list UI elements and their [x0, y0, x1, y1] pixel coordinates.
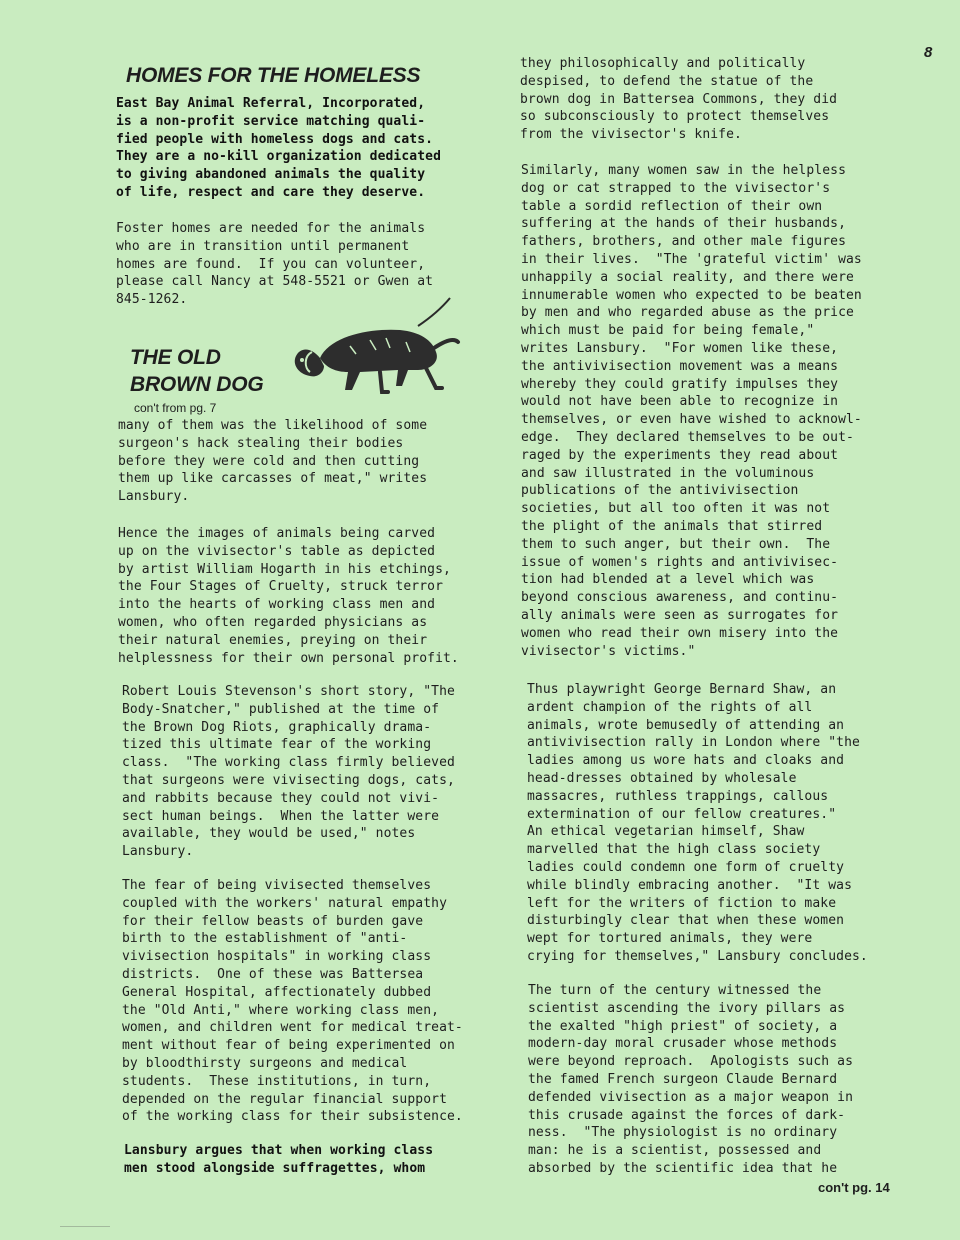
dog-illustration-icon: [290, 296, 465, 398]
article-paragraph: many of them was the likelihood of some surgeon's hack stealing their bodies before they were cold and then cutting them up like carcasses of meat," writes Lansbury.: [118, 418, 428, 505]
intro-paragraph: East Bay Animal Referral, Incorporated, is a non-profit service matching quali- fied people with homeless dogs and cats. They are a no-kill organization dedicated to giving abandoned animals the quality of life, respect and care they deserve.: [116, 96, 441, 200]
page-number: 8: [924, 44, 933, 61]
article-paragraph: Lansbury argues that when working class men stood alongside suffragettes, whom: [124, 1143, 434, 1176]
continued-to-label: con't pg. 14: [818, 1180, 890, 1195]
article-paragraph: The fear of being vivisected themselves coupled with the workers' natural empathy for their fellow beasts of burden gave birth to the establishment of "anti- vivisection hospitals" in working class districts. One of these was Battersea General Hospital, affectionately dubbed the "Old Anti," where working class men, women, and children went for medical treat- ment without fear of being experimented on by bloodthirsty surgeons and medical students. These institutions, in turn, depended on the regular financial support of the working class for their subsistence.: [122, 878, 463, 1125]
article-paragraph: Robert Louis Stevenson's short story, "The Body-Snatcher," published at the time of the Brown Dog Riots, graphically drama- tized this ultimate fear of the working class. "The working class firmly believed that surgeons were vivisecting dogs, cats, and rabbits because they could not vivi- sect human beings. When the latter were available, they would be used," notes Lansbury.: [122, 684, 455, 860]
continued-from-label: con't from pg. 7: [134, 401, 217, 415]
article-paragraph: The turn of the century witnessed the scientist ascending the ivory pillars as the exalted "high priest" of society, a modern-day moral crusader whose methods were beyond reproach. Apologists such as the famed French surgeon Claude Bernard defended vivisection as a major weapon in this crusade against the forces of dark- ness. "The physiologist is no ordinary man: he is a scientist, possessed and absorbed by the scientific idea that he: [528, 983, 853, 1176]
article-paragraph: Hence the images of animals being carved up on the vivisector's table as depicted by artist William Hogarth in his etchings, the Four Stages of Cruelty, struck terror into the hearts of working class men and women, who often regarded physicians as their natural enemies, preying on their helplessness for their own personal profit.: [118, 526, 459, 666]
scan-mark: [60, 1226, 110, 1227]
foster-paragraph: Foster homes are needed for the animals who are in transition until permanent homes are found. If you can volunteer, please call Nancy at 548-5521 or Gwen at 845-1262.: [116, 221, 434, 308]
headline-old-brown-dog: THE OLD BROWN DOG: [130, 346, 264, 396]
article-paragraph: they philosophically and politically despised, to defend the statue of the brown dog in Battersea Commons, they did so subconsciously to protect themselves from the vivisector's knife.: [520, 56, 838, 143]
headline-homes-for-the-homeless: HOMES FOR THE HOMELESS: [126, 64, 421, 87]
article-paragraph: Similarly, many women saw in the helpless dog or cat strapped to the vivisector's table a sordid reflection of their own suffering at the hands of their husbands, fathers, brothers, and other male figures in their lives. "The 'grateful victim' was unhappily a social reality, and there were innumerable women who expected to be beaten by men and who regarded abuse as the price which must be paid for being female," writes Lansbury. "For women like these, the antivivisection movement was a means whereby they could gratify impulses they would not have been able to recognize in themselves, or even have wished to acknowl- edge. They declared themselves to be out- raged by the experiments they read about and saw illustrated in the voluminous publications of the antivivisection societies, but all too often it was not the plight of the animals that stirred them to such anger, but their own. The issue of women's rights and antivivisec- tion had blended at a level which was beyond conscious awareness, and continu- ally animals were seen as surrogates for women who read their own misery into the vivisector's victims.": [521, 163, 862, 659]
article-paragraph: Thus playwright George Bernard Shaw, an ardent champion of the rights of all animals, wrote bemusedly of attending an antivivisection rally in London where "the ladies among us wore hats and cloaks and head-dresses obtained by wholesale massacres, ruthless trappings, callous extermination of our fellow creatures." An ethical vegetarian himself, Shaw marvelled that the high class society ladies could condemn one form of cruelty while blindly embracing another. "It was left for the writers of fiction to make disturbingly clear that when these women wept for tortured animals, they were crying for themselves," Lansbury concludes.: [527, 682, 868, 964]
